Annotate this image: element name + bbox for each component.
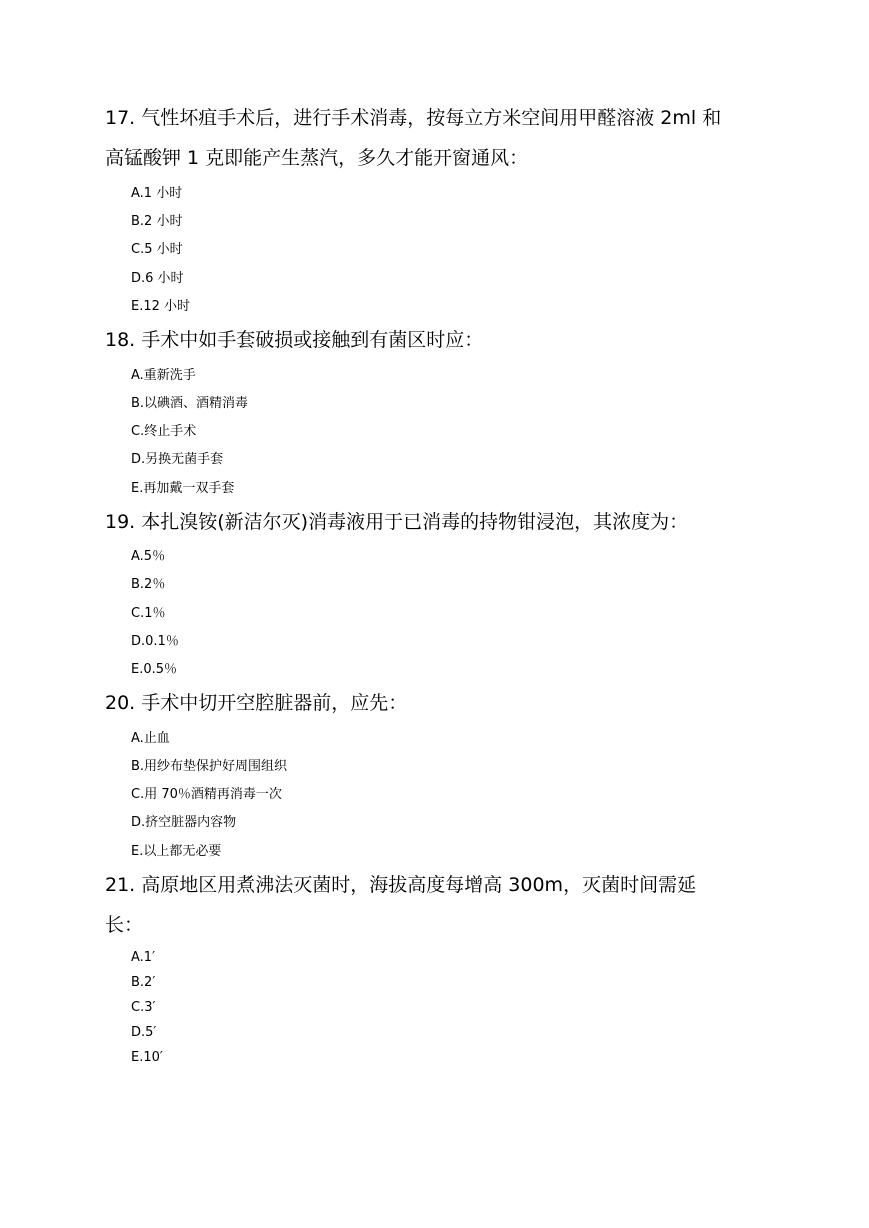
- question-20-option-c: C.用 70％酒精再消毒一次: [131, 787, 282, 802]
- question-21-option-b: B.2′: [131, 975, 156, 990]
- question-21-option-c: C.3′: [131, 1000, 156, 1015]
- question-20-option-a: A.止血: [131, 731, 170, 746]
- question-20-option-b: B.用纱布垫保护好周围组织: [131, 759, 288, 774]
- question-21-option-e: E.10′: [131, 1050, 163, 1065]
- question-17-option-e: E.12 小时: [131, 299, 191, 314]
- question-21-stem-line1: 21. 高原地区用煮沸法灭菌时，海拔高度每增高 300m，灭菌时间需延: [105, 874, 697, 896]
- question-21-option-a: A.1′: [131, 950, 156, 965]
- question-21-stem-line2: 长：: [105, 914, 144, 936]
- question-17-option-b: B.2 小时: [131, 214, 183, 229]
- question-19-option-b: B.2％: [131, 577, 166, 592]
- question-17-stem-line1: 17. 气性坏疽手术后，进行手术消毒，按每立方米空间用甲醛溶液 2ml 和: [105, 107, 722, 129]
- question-20-stem: 20. 手术中切开空腔脏器前，应先：: [105, 692, 408, 714]
- question-18-option-a: A.重新洗手: [131, 368, 196, 383]
- question-20-option-e: E.以上都无必要: [131, 844, 222, 859]
- question-17-stem-line2: 高锰酸钾 1 克即能产生蒸汽，多久才能开窗通风：: [105, 147, 529, 169]
- question-21-option-d: D.5′: [131, 1025, 157, 1040]
- question-19-stem: 19. 本扎溴铵(新洁尔灭)消毒液用于已消毒的持物钳浸泡，其浓度为：: [105, 511, 689, 533]
- question-17-option-c: C.5 小时: [131, 242, 183, 257]
- question-19-option-c: C.1％: [131, 606, 166, 621]
- question-20-option-d: D.挤空脏器内容物: [131, 815, 237, 830]
- question-18-option-c: C.终止手术: [131, 424, 197, 439]
- question-18-option-d: D.另换无菌手套: [131, 452, 224, 467]
- question-18-option-e: E.再加戴一双手套: [131, 481, 235, 496]
- question-17-option-d: D.6 小时: [131, 271, 184, 286]
- question-18-stem: 18. 手术中如手套破损或接触到有菌区时应：: [105, 329, 484, 351]
- question-19-option-a: A.5％: [131, 549, 166, 564]
- question-19-option-d: D.0.1％: [131, 634, 179, 649]
- question-17-option-a: A.1 小时: [131, 186, 183, 201]
- question-19-option-e: E.0.5％: [131, 662, 178, 677]
- question-18-option-b: B.以碘酒、酒精消毒: [131, 396, 249, 411]
